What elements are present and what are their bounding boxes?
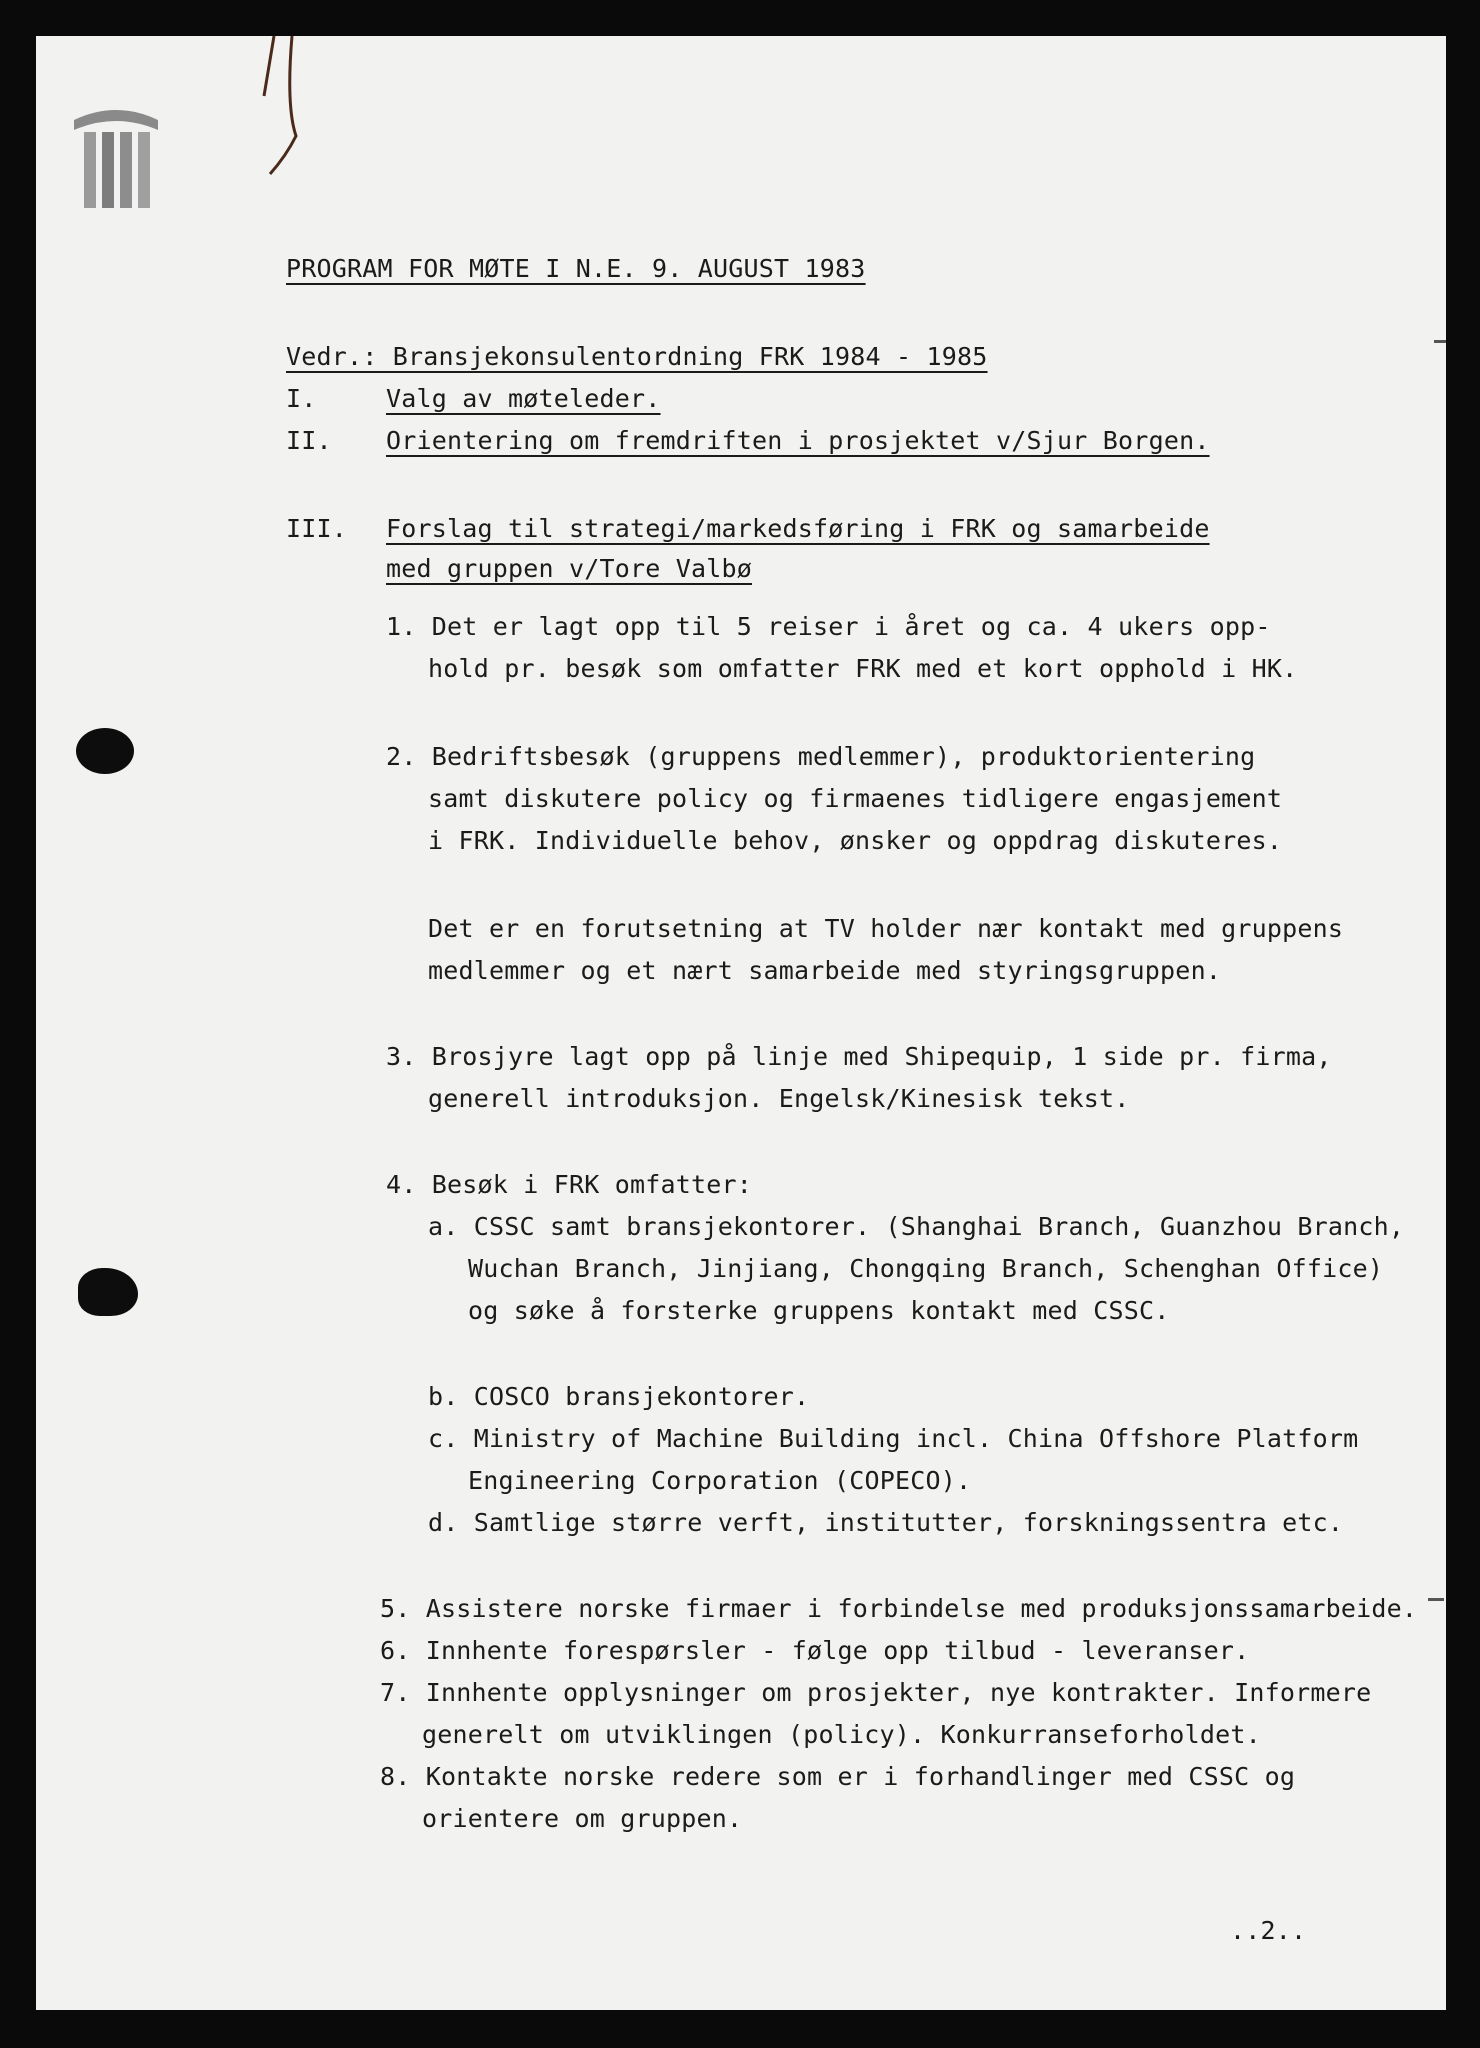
list-item: 1. Det er lagt opp til 5 reiser i året og ca. 4 ukers opp- — [386, 612, 1271, 641]
agenda-item: med gruppen v/Tore Valbø — [386, 554, 753, 583]
agenda-item: Forslag til strategi/markedsføring i FRK og samarbeide — [386, 514, 1210, 543]
agenda-number: I. — [286, 384, 317, 413]
margin-mark — [1428, 1598, 1444, 1601]
sub-list-item: c. Ministry of Machine Building incl. China Offshore Platform — [428, 1424, 1359, 1453]
list-item: 3. Brosjyre lagt opp på linje med Shipequip, 1 side pr. firma, — [386, 1042, 1332, 1071]
sub-list-item: Engineering Corporation (COPECO). — [468, 1466, 972, 1495]
subject-line: Vedr.: Bransjekonsulentordning FRK 1984 - 1985 — [286, 342, 988, 371]
sub-list-item: b. COSCO bransjekontorer. — [428, 1382, 810, 1411]
list-item: generelt om utviklingen (policy). Konkurranseforholdet. — [422, 1720, 1261, 1749]
list-item: 6. Innhente forespørsler - følge opp tilbud - leveranser. — [380, 1636, 1250, 1665]
list-item: samt diskutere policy og firmaenes tidligere engasjement — [428, 784, 1283, 813]
paragraph: medlemmer og et nært samarbeide med styringsgruppen. — [428, 956, 1222, 985]
agenda-number: II. — [286, 426, 332, 455]
agenda-item: Orientering om fremdriften i prosjektet v/Sjur Borgen. — [386, 426, 1210, 455]
sub-list-item: og søke å forsterke gruppens kontakt med CSSC. — [468, 1296, 1170, 1325]
handwritten-mark-icon — [256, 36, 316, 181]
document-title: PROGRAM FOR MØTE I N.E. 9. AUGUST 1983 — [286, 254, 866, 283]
organization-logo-icon — [72, 106, 160, 210]
list-item: generell introduksjon. Engelsk/Kinesisk tekst. — [428, 1084, 1130, 1113]
page-continuation-marker: ..2.. — [1230, 1916, 1307, 1945]
punch-hole-icon — [78, 1268, 138, 1316]
list-item: 8. Kontakte norske redere som er i forhandlinger med CSSC og — [380, 1762, 1296, 1791]
list-item: orientere om gruppen. — [422, 1804, 743, 1833]
sub-list-item: d. Samtlige større verft, institutter, forskningssentra etc. — [428, 1508, 1344, 1537]
list-item: 5. Assistere norske firmaer i forbindelse med produksjonssamarbeide. — [380, 1594, 1418, 1623]
sub-list-item: a. CSSC samt bransjekontorer. (Shanghai Branch, Guanzhou Branch, — [428, 1212, 1405, 1241]
list-item: 4. Besøk i FRK omfatter: — [386, 1170, 753, 1199]
sub-list-item: Wuchan Branch, Jinjiang, Chongqing Branch, Schenghan Office) — [468, 1254, 1384, 1283]
agenda-number: III. — [286, 514, 348, 543]
document-page — [36, 36, 1446, 2010]
list-item: hold pr. besøk som omfatter FRK med et kort opphold i HK. — [428, 654, 1298, 683]
punch-hole-icon — [76, 728, 134, 774]
agenda-item: Valg av møteleder. — [386, 384, 661, 413]
paragraph: Det er en forutsetning at TV holder nær kontakt med gruppens — [428, 914, 1344, 943]
list-item: 7. Innhente opplysninger om prosjekter, nye kontrakter. Informere — [380, 1678, 1372, 1707]
margin-mark — [1434, 340, 1446, 343]
list-item: i FRK. Individuelle behov, ønsker og oppdrag diskuteres. — [428, 826, 1283, 855]
list-item: 2. Bedriftsbesøk (gruppens medlemmer), produktorientering — [386, 742, 1256, 771]
